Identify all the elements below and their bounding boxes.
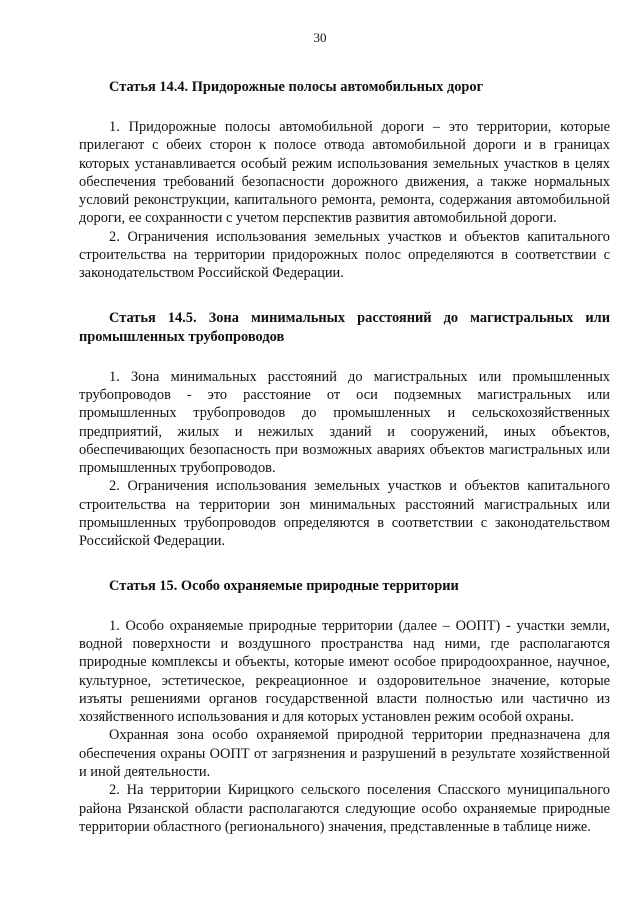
article-14-5-heading: Статья 14.5. Зона минимальных расстояний до магистральных или промышленных трубопроводов [79,309,610,345]
page-number: 30 [313,30,327,45]
page-content [79,78,610,836]
article-14-4-heading: Статья 14.4. Придорожные полосы автомобильных дорог [109,79,484,95]
article-14-5-paragraph-1: 1. Зона минимальных расстояний до магистральных или промышленных трубопроводов - это расстояние от оси подземных магистральных или промышленных трубопроводов до промышленных и сельскохозяйственных предприятий, жилых и нежилых зданий и сооружений, иных объектов, обеспечивающих безопасность при возможных авариях объектов магистральных или промышленных трубопроводов. [79,368,610,477]
article-14-4-paragraph-1: 1. Придорожные полосы автомобильной дороги – это территории, которые прилегают с обеих сторон к полосе отвода автомобильной дороги и в границах которых устанавливается особый режим использования земельных участков в целях обеспечения требований безопасности дорожного движения, а также нормальных условий реконструкции, капитального ремонта, ремонта, содержания автомобильной дороги, ее сохранности с учетом перспектив развития автомобильной дороги. [79,119,610,227]
article-15-paragraph-1: 1. Особо охраняемые природные территории (далее – ООПТ) - участки земли, водной поверхности и воздушного пространства над ними, где располагаются природные комплексы и объекты, которые имеют особое природоохранное, научное, культурное, эстетическое, рекреационное и оздоровительное значение, которые изъяты решениями органов государственной власти полностью или частично из хозяйственного использования и для которых установлен режим особой охраны. [79,617,610,726]
article-14-5-paragraph-2: 2. Ограничения использования земельных участков и объектов капитального строительства на территории зон минимальных расстояний магистральных или промышленных трубопроводов определяются в соответствии с законодательством Российской Федерации. [79,478,610,550]
article-15-heading: Статья 15. Особо охраняемые природные территории [109,577,459,594]
article-14-4-paragraph-2: 2. Ограничения использования земельных участков и объектов капитального строительства на территории придорожных полос определяются в соответствии с законодательством Российской Федерации. [79,228,610,282]
article-15-paragraph-3: 2. На территории Кирицкого сельского поселения Спасского муниципального района Рязанской области располагаются следующие особо охраняемые природные территории областного (регионального) значения, представленные в таблице ниже. [79,782,610,835]
article-15-paragraph-2: Охранная зона особо охраняемой природной территории предназначена для обеспечения охраны ООПТ от загрязнения и разрушений в результате хозяйственной и иной деятельности. [79,727,610,781]
